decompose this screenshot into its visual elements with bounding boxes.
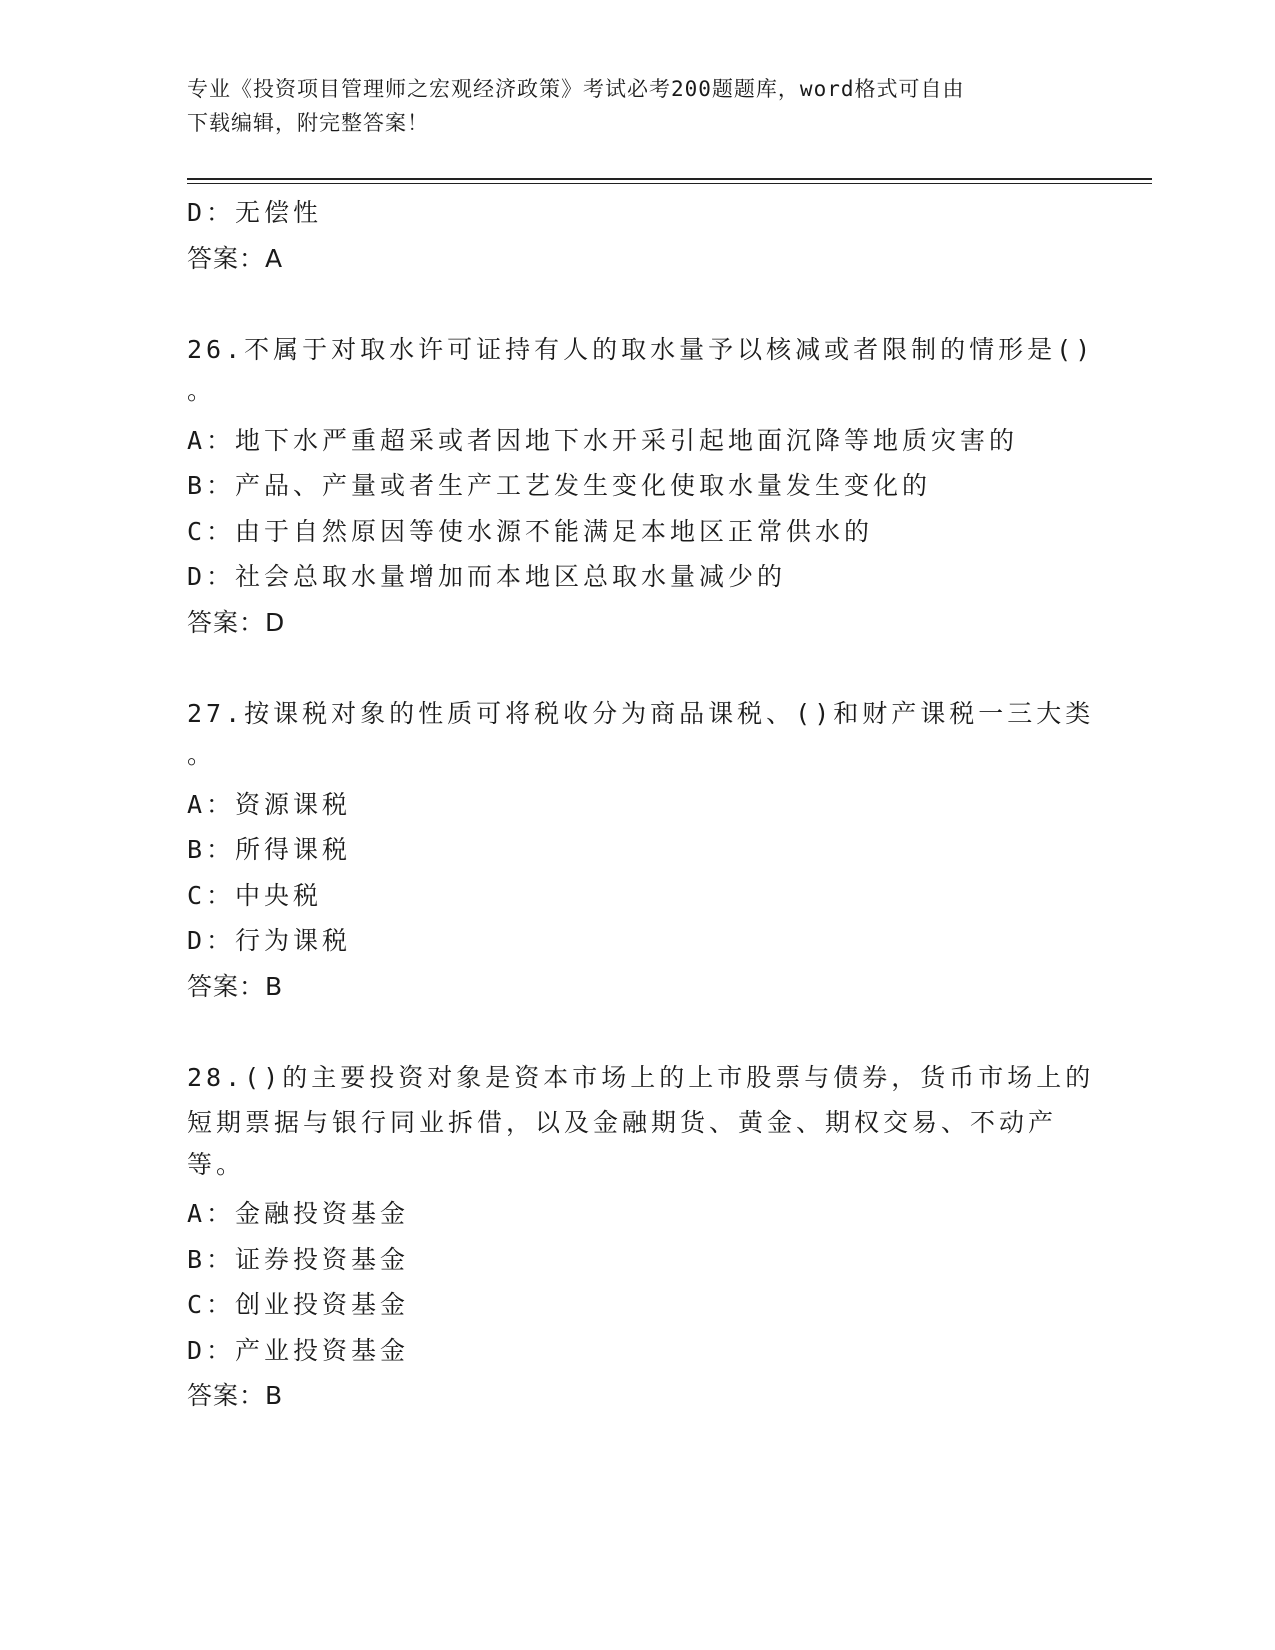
option-d: D：无偿性 bbox=[187, 198, 323, 227]
question-26 bbox=[187, 327, 1095, 646]
answer-line: 答案：B bbox=[187, 971, 284, 1001]
question-stem-continued: 等。 bbox=[187, 1149, 246, 1179]
option-b: B：产品、产量或者生产工艺发生变化使取水量发生变化的 bbox=[187, 471, 932, 500]
answer-line: 答案：A bbox=[187, 243, 284, 273]
spacer bbox=[187, 645, 1077, 691]
question-27 bbox=[187, 691, 1095, 1010]
option-a: A：地下水严重超采或者因地下水开采引起地面沉降等地质灾害的 bbox=[187, 425, 1019, 455]
option-a: A：金融投资基金 bbox=[187, 1199, 410, 1228]
question-28 bbox=[187, 1055, 1095, 1419]
option-d: D：行为课税 bbox=[187, 926, 352, 955]
question-stem-continued: 。 bbox=[187, 376, 217, 405]
option-a: A：资源课税 bbox=[187, 789, 352, 819]
option-b: B：证券投资基金 bbox=[187, 1244, 410, 1274]
option-c: C：创业投资基金 bbox=[187, 1290, 410, 1319]
header-divider-thick bbox=[187, 178, 1152, 180]
spacer bbox=[187, 1009, 1077, 1055]
spacer bbox=[187, 281, 1077, 327]
document-body bbox=[187, 190, 1095, 1419]
question-stem: 28.()的主要投资对象是资本市场上的上市股票与债券，货币市场上的 bbox=[187, 1062, 1095, 1092]
answer-line: 答案：B bbox=[187, 1381, 284, 1410]
question-stem: 26.不属于对取水许可证持有人的取水量予以核减或者限制的情形是() bbox=[187, 334, 1095, 364]
option-d: D：产业投资基金 bbox=[187, 1335, 410, 1365]
header-line-2: 下载编辑，附完整答案！ bbox=[187, 111, 429, 135]
question-stem: 27.按课税对象的性质可将税收分为商品课税、()和财产课税一三大类 bbox=[187, 698, 1095, 728]
question-stem-continued: 。 bbox=[187, 740, 217, 769]
option-c: C：由于自然原因等使水源不能满足本地区正常供水的 bbox=[187, 516, 874, 546]
question-stem-continued: 短期票据与银行同业拆借，以及金融期货、黄金、期权交易、不动产 bbox=[187, 1108, 1058, 1137]
header-line-1: 专业《投资项目管理师之宏观经济政策》考试必考200题题库，word格式可自由 bbox=[187, 77, 965, 101]
document-header bbox=[187, 72, 1067, 140]
option-d: D：社会总取水量增加而本地区总取水量减少的 bbox=[187, 562, 787, 591]
option-c: C：中央税 bbox=[187, 880, 323, 910]
answer-line: 答案：D bbox=[187, 607, 286, 637]
header-divider-thin bbox=[187, 183, 1152, 184]
option-b: B：所得课税 bbox=[187, 835, 352, 864]
